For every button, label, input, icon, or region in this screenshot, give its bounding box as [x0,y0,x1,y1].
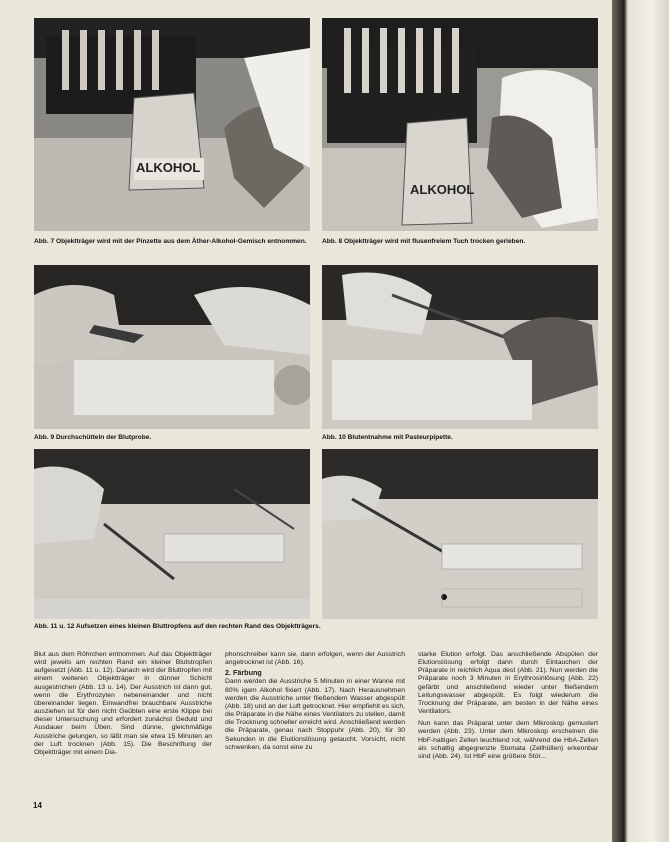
body-text: Nun kann das Präparat unter dem Mikroskop gemustert werden (Abb. 23). Unter dem Mikroskop erscheinen die HbF-haltigen Zellen leuchtend rot, während die HbA-Zellen als schattig abgegrenzte Stomata (Zellhüllen) erkennbar sind (Abb. 24). Ist HbF eine größere Stör... [418,720,598,760]
photo-abb-12 [322,449,598,619]
beaker-label: ALKOHOL [410,182,475,197]
caption-abb-7: Abb. 7 Objektträger wird mit der Pinzette aus dem Äther-Alkohol-Gemisch entnommen. [34,238,307,245]
page-number: 14 [33,801,42,810]
caption-abb-10: Abb. 10 Blutentnahme mit Pasteurpipette. [322,434,453,441]
body-text: Blut aus dem Röhrchen entnommen. Auf das Objektträger wird jeweils am rechten Rand ein kleiner Blutstropfen aufgesetzt (Abb. 11 u. 12). Danach wird der Bluttropfen mit einem weiteren Objektträger in dünner Schicht ausgestrichen (Abb. 13 u. 14). Der Ausstrich ist dann gut, wenn die Erythrozyten nebeneinander und nicht übereinander liegen. Einwandfrei brauchbare Ausstriche ausziehen ist für den nicht Geübten eine erste Klippe bei dieser Untersuchung und erfordert zunächst Geduld und Ausdauer beim Üben. Sind dünne, gleichmäßige Ausstriche gelungen, so läßt man sie etwa 15 Minuten an der Luft trocknen (Abb. 15). Die Beschriftung der Objektträger mit einem Dia- [34,651,212,756]
body-text: phonschreiber kann sie, dann erfolgen, wenn der Ausstrich angetrocknet ist (Abb. 16). [225,651,405,667]
section-heading: 2. Färbung [225,668,262,678]
photo-abb-9 [34,265,310,429]
body-text: Dann werden die Ausstriche 5 Minuten in einer Wanne mit 80% igem Alkohol fixiert (Abb. 17). Nach Herausnehmen werden die Ausstriche unter fließendem Wasser abgespült (Abb. 18) und an der Luft getrocknet. Hier empfiehlt es sich, die Präparate in die Nähe eines Ventilators zu stellen, damit die Trocknung schneller erreicht wird. Anschließend werden die Präparate, genau nach Stoppuhr (Abb. 20), für 30 Sekunden in die Eluitionslösung getaucht. Vorsicht, nicht schwenken, da sonst eine zu [225,678,405,751]
photo-abb-11 [34,449,310,619]
text-column-right [418,651,598,761]
body-text: starke Elution erfolgt. Das anschließende Abspülen der Elutionslösung erfolgt dann durch Eintauchen der Präparate in reichlich Aqua dest (Abb. 21). Nun werden die Präparate noch 3 Minuten in Erythrosinlösung (Abb. 22) gefärbt und anschließend wieder unter fließendem Leitungswasser abgespült. Es folgt wiederum die Trocknung der Präparate, am besten in der Nähe eines Ventilators. [418,651,598,716]
photo-abb-7 [34,18,310,231]
book-spine [612,0,669,842]
text-column-left [34,651,212,757]
text-column-middle [225,651,405,752]
beaker-label: ALKOHOL [136,160,201,175]
caption-abb-8: Abb. 8 Objektträger wird mit flusenfreiem Tuch trocken gerieben. [322,238,526,245]
photo-abb-8 [322,18,598,231]
photo-abb-10 [322,265,598,429]
caption-abb-11-12: Abb. 11 u. 12 Aufsetzen eines kleinen Bluttropfens auf den rechten Rand des Objektträgers. [34,623,321,630]
caption-abb-9: Abb. 9 Durchschütteln der Blutprobe. [34,434,152,441]
